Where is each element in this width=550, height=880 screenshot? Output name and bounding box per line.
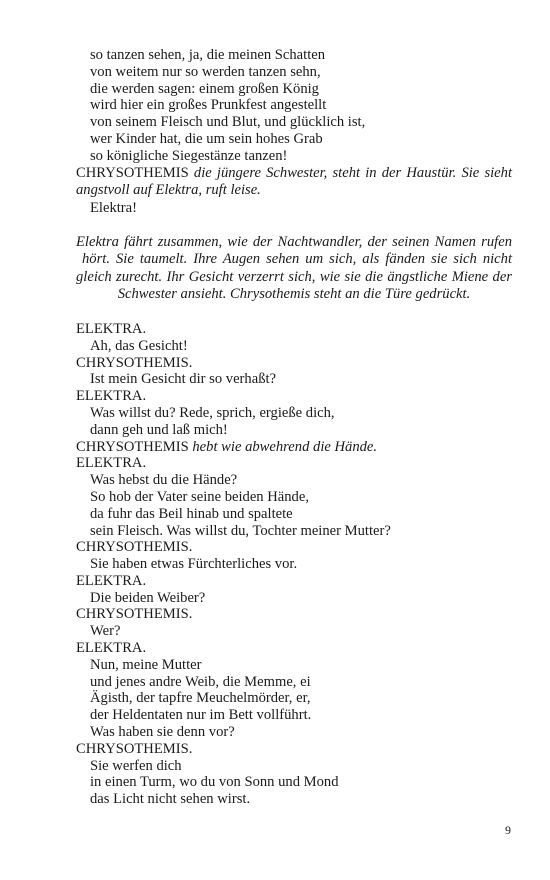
speaker-name: CHRYSOTHEMIS: [76, 438, 189, 455]
verse-line: wird hier ein großes Prunkfest angestellt: [90, 97, 327, 114]
spoken-line: und jenes andre Weib, die Memme, ei: [90, 673, 311, 690]
verse-line: wer Kinder hat, die um sein hohes Grab: [90, 130, 323, 147]
spacer: [76, 217, 512, 234]
spoken-line: in einen Turm, wo du von Sonn und Mond: [90, 774, 339, 791]
spoken-line: Sie werfen dich: [90, 757, 182, 774]
spoken-line: sein Fleisch. Was willst du, Tochter meiner Mutter?: [90, 522, 391, 539]
spoken-line: der Heldentaten nur im Bett vollführt.: [90, 707, 312, 724]
verse-line: von weitem nur so werden tanzen sehn,: [90, 63, 321, 80]
spoken-line: Nun, meine Mutter: [90, 656, 202, 673]
speaker-name: ELEKTRA.: [76, 572, 147, 589]
speaker-name: CHRYSOTHEMIS.: [76, 606, 193, 623]
stage-direction-line: Elektra fährt zusammen, wie der Nachtwandler, der seinen Namen rufen: [76, 233, 512, 250]
spoken-line: dann geh und laß mich!: [90, 421, 228, 438]
spoken-line: Ah, das Gesicht!: [90, 337, 188, 354]
speaker-name: CHRYSOTHEMIS: [76, 164, 189, 181]
speaker-with-direction: [76, 165, 512, 183]
spoken-line: So hob der Vater seine beiden Hände,: [90, 488, 309, 505]
spoken-line: Ist mein Gesicht dir so verhaßt?: [90, 371, 277, 388]
stage-direction-line: hört. Sie taumelt. Ihre Augen sehen um sich, als fänden sie sich nicht: [82, 251, 512, 268]
verse-line: die werden sagen: einem großen König: [90, 80, 319, 97]
speaker-with-direction: [76, 439, 512, 456]
stage-direction-line: Schwester ansieht. Chrysothemis steht an die Türe gedrückt.: [117, 286, 471, 303]
spacer: [76, 304, 512, 321]
spoken-line: Was hebst du die Hände?: [90, 472, 238, 489]
speaker-name: ELEKTRA.: [76, 640, 147, 657]
verse-line: von seinem Fleisch und Blut, und glücklich ist,: [90, 114, 366, 131]
spoken-line: Ägisth, der tapfre Meuchelmörder, er,: [90, 690, 311, 707]
inline-stage-direction: hebt wie abwehrend die Hände.: [192, 438, 378, 455]
speaker-name: CHRYSOTHEMIS.: [76, 740, 193, 757]
speaker-name: ELEKTRA.: [76, 455, 147, 472]
dialogue-section-2: [76, 455, 512, 808]
stage-direction-line: gleich zurecht. Ihr Gesicht verzerrt sich, wie sie die ängstliche Miene der: [76, 268, 512, 285]
inline-stage-direction-cont: angstvoll auf Elektra, ruft leise.: [76, 182, 261, 199]
verse-line: so tanzen sehen, ja, die meinen Schatten: [90, 47, 326, 63]
page-number: 9: [505, 823, 511, 837]
speaker-name: CHRYSOTHEMIS.: [76, 539, 193, 556]
spoken-line: Die beiden Weiber?: [90, 589, 206, 606]
spoken-line: Was willst du? Rede, sprich, ergieße dich,: [90, 404, 335, 421]
speaker-name: ELEKTRA.: [76, 320, 147, 337]
spoken-line: das Licht nicht sehen wirst.: [90, 791, 251, 808]
entry-chrysothemis: [76, 165, 512, 217]
inline-stage-direction: die jüngere Schwester, steht in der Haustür. Sie sieht: [193, 164, 513, 181]
verse-block-1: [76, 47, 512, 165]
stage-direction-block: [76, 234, 512, 304]
speaker-name: ELEKTRA.: [76, 388, 147, 405]
spoken-line: da fuhr das Beil hinab und spaltete: [90, 505, 293, 522]
spoken-line: Sie haben etwas Fürchterliches vor.: [90, 556, 298, 573]
verse-line: so königliche Siegestänze tanzen!: [90, 147, 288, 164]
dialogue-section-1: [76, 321, 512, 455]
page-body: [76, 47, 512, 808]
spoken-line: Was haben sie denn vor?: [90, 724, 235, 741]
spoken-line: Wer?: [90, 623, 121, 640]
speaker-name: CHRYSOTHEMIS.: [76, 354, 193, 371]
spoken-line: Elektra!: [90, 199, 137, 216]
